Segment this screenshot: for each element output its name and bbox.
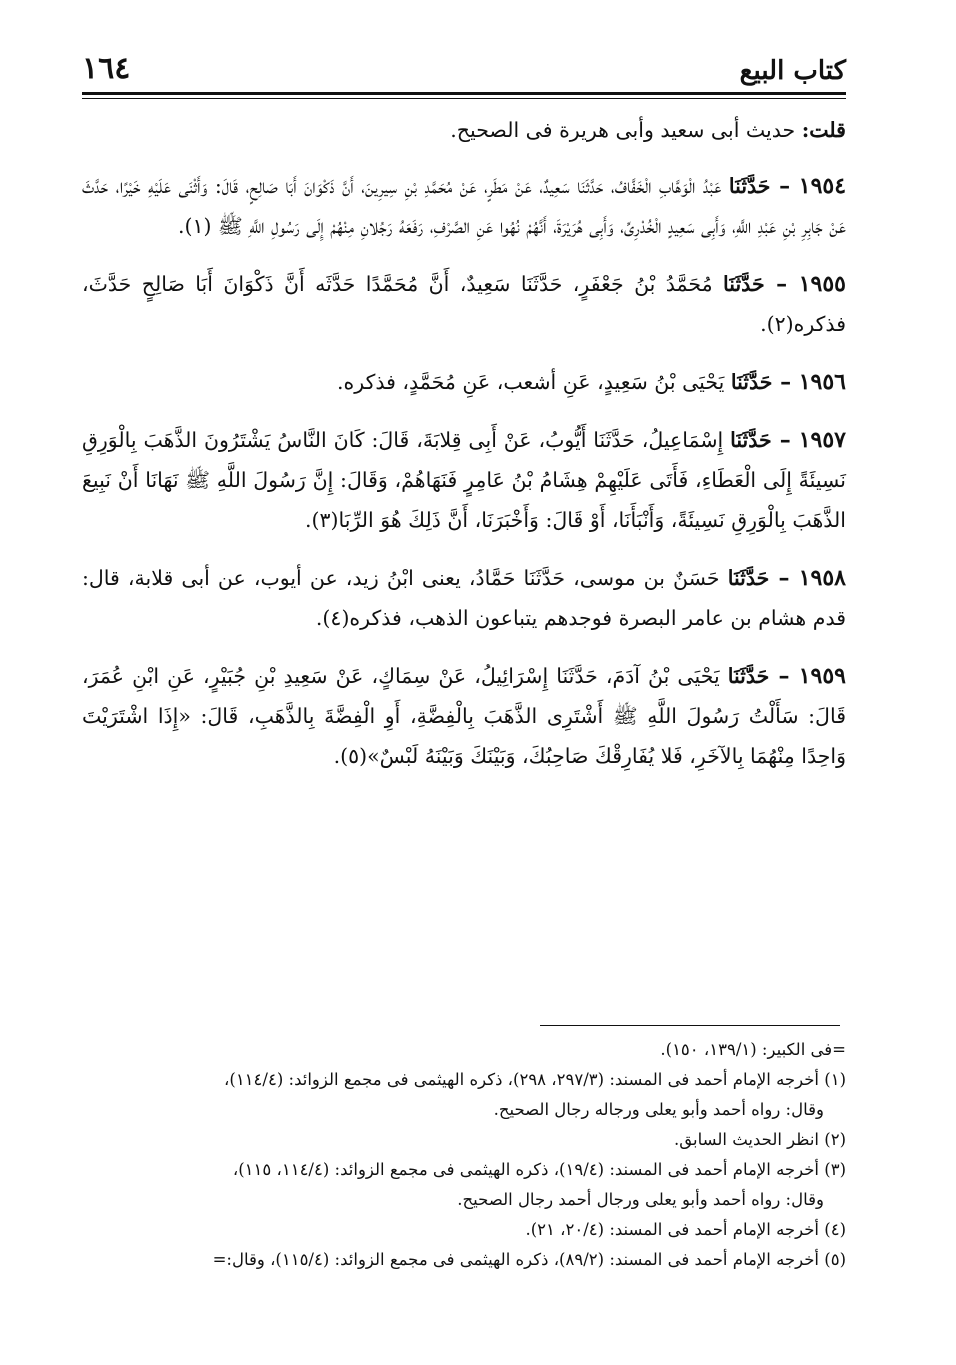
hadith-1958	[82, 558, 846, 638]
footnote-2: (٢) انظر الحديث السابق.	[674, 1130, 846, 1149]
hadith-1959	[82, 656, 846, 776]
hadith-lead: حَدَّثَنَا	[728, 174, 771, 198]
footnotes	[82, 1035, 846, 1275]
footnote-1-continued: وقال: رواه أحمد وأبو يعلى ورجاله رجال الصحيح.	[493, 1100, 824, 1119]
hadith-1954	[82, 166, 846, 246]
footnote-4: (٤) أخرجه الإمام أحمد فى المسند: (٢٠/٤، ٢١).	[525, 1220, 846, 1239]
comment-lead: قلت:	[801, 118, 846, 142]
hadith-number: ١٩٥٤ –	[770, 173, 847, 199]
hadith-number: ١٩٥٥ –	[764, 271, 846, 297]
hadith-1957	[82, 420, 846, 540]
hadith-text: يَحْيَى بْنُ آدَمَ، حَدَّثَنَا إِسْرَائِيلُ، عَنْ سِمَاكٍ، عَنْ سَعِيدِ بْنِ جُبَيْرٍ، عَنِ ابْنِ عُمَرَ، قَالَ: سَأَلْتُ رَسُولَ اللَّهِ ﷺ أَشْتَرِى الذَّهَبَ بِالْفِضَّةِ، أَوِ الْفِضَّةَ بِالذَّهَبِ، قَالَ: «إِذَا اشْتَرَيْتَ وَاحِدًا مِنْهُمَا بِالآخَرِ، فَلا يُفَارِقْكَ صَاحِبُكَ، وَبَيْنَكَ وَبَيْنَهُ لَبْسٌ»(٥).	[82, 664, 846, 768]
hadith-number: ١٩٥٧ –	[771, 427, 846, 453]
hadith-text: عَبْدُ الْوَهَّابِ الْخَفَّافُ، حَدَّثَنَا سَعِيدٌ، عَنْ مَطَرٍ، عَنْ مُحَمَّدِ بْنِ سِيرِينَ، أَنَّ ذَكْوَانَ أَبَا صَالِحٍ، قَالَ: وَأَثْنَى عَلَيْهِ خَيْرًا، حَدَّثَ عَنْ جَابِرِ بْنِ عَبْدِ اللَّهِ، وَأَبِى سَعِيدٍ الْخُدْرِىِّ، وَأَبِى هُرَيْرَةَ، أَنَّهُمْ نُهُوا عَنِ الصَّرْفِ، رَفَعَهُ رَجُلانِ مِنْهُمْ إِلَى رَسُولِ اللَّهِ ﷺ (١).	[82, 174, 846, 238]
page-header	[82, 40, 846, 90]
comment-paragraph	[82, 110, 846, 150]
hadith-1956	[82, 362, 846, 402]
header-rule	[82, 92, 846, 95]
hadith-1955	[82, 264, 846, 344]
footnote-continued: =فى الكبير: (١٣٩/١، ١٥٠).	[660, 1040, 846, 1059]
hadith-text: مُحَمَّدُ بْنُ جَعْفَرٍ، حَدَّثَنَا سَعِيدٌ، أَنَّ مُحَمَّدًا حَدَّثَه أَنَّ ذَكْوَانَ أَبَا صَالِحٍ حَدَّثَ، فذكره(٢).	[82, 272, 846, 336]
hadith-text: إِسْمَاعِيلُ، حَدَّثَنَا أَيُّوبُ، عَنْ أَبِى قِلابَةَ، قَالَ: كَانَ النَّاسُ يَشْتَرُونَ الذَّهَبَ بِالْوَرِقِ نَسِيئَةً إِلَى الْعَطَاءِ، فَأَتَى عَلَيْهِمْ هِشَامُ بْنُ عَامِرٍ فَنَهَاهُمْ، وَقَالَ: إِنَّ رَسُولَ اللَّهِ ﷺ نَهَانَا أَنْ نَبِيعَ الذَّهَبَ بِالْوَرِقِ نَسِيئَةً، وَأَنْبَأَنَا، أَوْ قَالَ: وَأَخْبَرَنَا، أَنَّ ذَلِكَ هُوَ الرِّبَا(٣).	[82, 428, 846, 532]
hadith-number: ١٩٥٩ –	[769, 663, 846, 689]
footnote-3-continued: وقال: رواه أحمد وأبو يعلى ورجال أحمد رجال الصحيح.	[457, 1190, 824, 1209]
hadith-number: ١٩٥٨ –	[769, 565, 846, 591]
page-number: ١٦٤	[82, 51, 131, 86]
footnote-5: (٥) أخرجه الإمام أحمد فى المسند: (٨٩/٢)، ذكره الهيثمى فى مجمع الزوائد: (١١٥/٤)، وقال:=	[212, 1250, 846, 1269]
hadith-lead: حَدَّثَنَا	[727, 664, 770, 688]
comment-text: حديث أبى سعيد وأبى هريرة فى الصحيح.	[450, 118, 802, 142]
footnote-3: (٣) أخرجه الإمام أحمد فى المسند: (١٩/٤)، ذكره الهيثمى فى مجمع الزوائد: (١١٤/٤، ١١٥)،	[232, 1160, 846, 1179]
footnote-1: (١) أخرجه الإمام أحمد فى المسند: (٢٩٧/٣، ٢٩٨)، ذكره الهيثمى فى مجمع الزوائد: (١١٤/٤)،	[224, 1070, 846, 1089]
hadith-lead: حَدَّثَنَا	[730, 428, 772, 452]
header-rule-thin	[82, 98, 846, 99]
hadith-lead: حَدَّثَنَا	[730, 370, 773, 394]
hadith-text: يَحْيَى بْنُ سَعِيدٍ، عَنِ أشعب، عَنِ مُحَمَّدٍ، فذكره.	[337, 370, 731, 394]
hadith-lead: حَدَّثَنَا	[727, 566, 770, 590]
hadith-number: ١٩٥٦ –	[772, 369, 846, 395]
main-text	[82, 110, 846, 794]
footnote-separator	[540, 1025, 840, 1026]
hadith-text: حَسَنٌ بن موسى، حَدَّثَنَا حَمَّادُ، يعنى ابْنُ زيد، عن أيوب، عن أبى قلابة، قال: قدم هشام بن عامر البصرة فوجدهم يتباعون الذهب، فذكره(٤).	[82, 566, 846, 630]
book-title: كتاب البيع	[739, 56, 846, 86]
hadith-lead: حَدَّثَنَا	[723, 272, 765, 296]
